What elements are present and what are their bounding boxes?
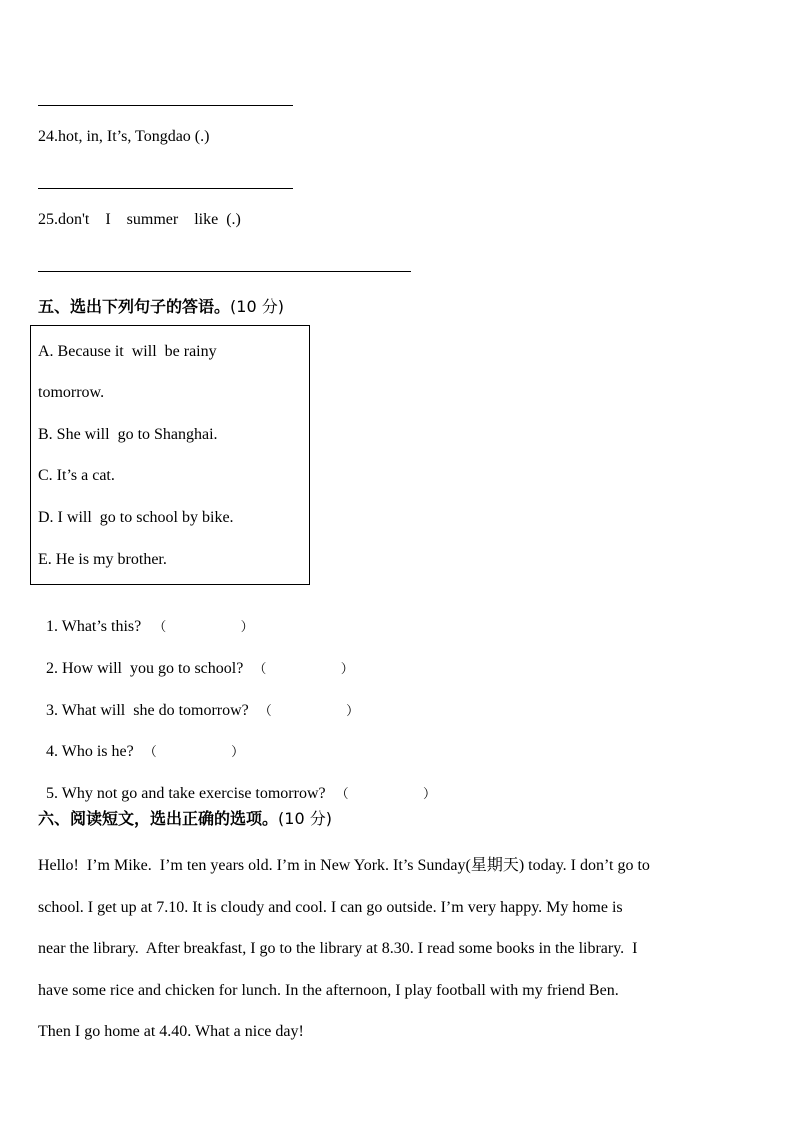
answer-line-23[interactable] (38, 105, 293, 106)
options-box (30, 325, 310, 585)
option-c: C. It’s a cat. (38, 467, 115, 484)
question-4-text: 4. Who is he? (46, 743, 134, 760)
option-d: D. I will go to school by bike. (38, 509, 234, 526)
passage-line: Hello! I’m Mike. I’m ten years old. I’m in New York. It’s Sunday(星期天) today. I don’t go to (38, 857, 650, 874)
passage-line: near the library. After breakfast, I go to the library at 8.30. I read some books in the library. I (38, 940, 638, 958)
section-5-title: 五、选出下列句子的答语。 (38, 297, 231, 316)
sentence-item-24: 24.hot, in, It’s, Tongdao (.) (38, 128, 210, 145)
option-e: E. He is my brother. (38, 551, 167, 568)
question-5-text: 5. Why not go and take exercise tomorrow? (46, 785, 326, 802)
section-6-title: 六、阅读短文，选出正确的选项。 (38, 809, 279, 828)
sentence-item-25: 25.don't I summer like (.) (38, 211, 241, 228)
section-5-points: (10 分) (230, 297, 284, 316)
question-3-text: 3. What will she do tomorrow? (46, 702, 249, 719)
section-6-heading (38, 806, 332, 829)
answer-paren-4[interactable]: （ ） (143, 745, 245, 760)
question-2 (38, 640, 354, 678)
question-1-text: 1. What’s this? (46, 618, 142, 635)
question-4 (38, 723, 244, 761)
reading-passage (38, 845, 754, 1053)
passage-line: Then I go home at 4.40. What a nice day! (38, 1023, 304, 1041)
answer-line-25[interactable] (38, 271, 411, 272)
answer-paren-3[interactable]: （ ） (258, 704, 360, 719)
passage-line: school. I get up at 7.10. It is cloudy and cool. I can go outside. I’m very happy. My home is (38, 898, 623, 916)
answer-paren-5[interactable]: （ ） (335, 787, 437, 802)
section-5-heading (38, 294, 284, 317)
answer-line-24[interactable] (38, 188, 293, 189)
option-a-cont: tomorrow. (38, 384, 105, 401)
question-3 (38, 682, 359, 720)
question-5 (38, 765, 436, 803)
question-1 (38, 598, 254, 636)
question-2-text: 2. How will you go to school? (46, 660, 244, 677)
passage-line: have some rice and chicken for lunch. In the afternoon, I play football with my friend Ben. (38, 981, 619, 999)
section-6-points: (10 分) (278, 809, 332, 828)
option-b: B. She will go to Shanghai. (38, 426, 218, 443)
option-a: A. Because it will be rainy (38, 343, 217, 360)
answer-paren-1[interactable]: （ ） (153, 620, 254, 635)
answer-paren-2[interactable]: （ ） (253, 662, 354, 677)
